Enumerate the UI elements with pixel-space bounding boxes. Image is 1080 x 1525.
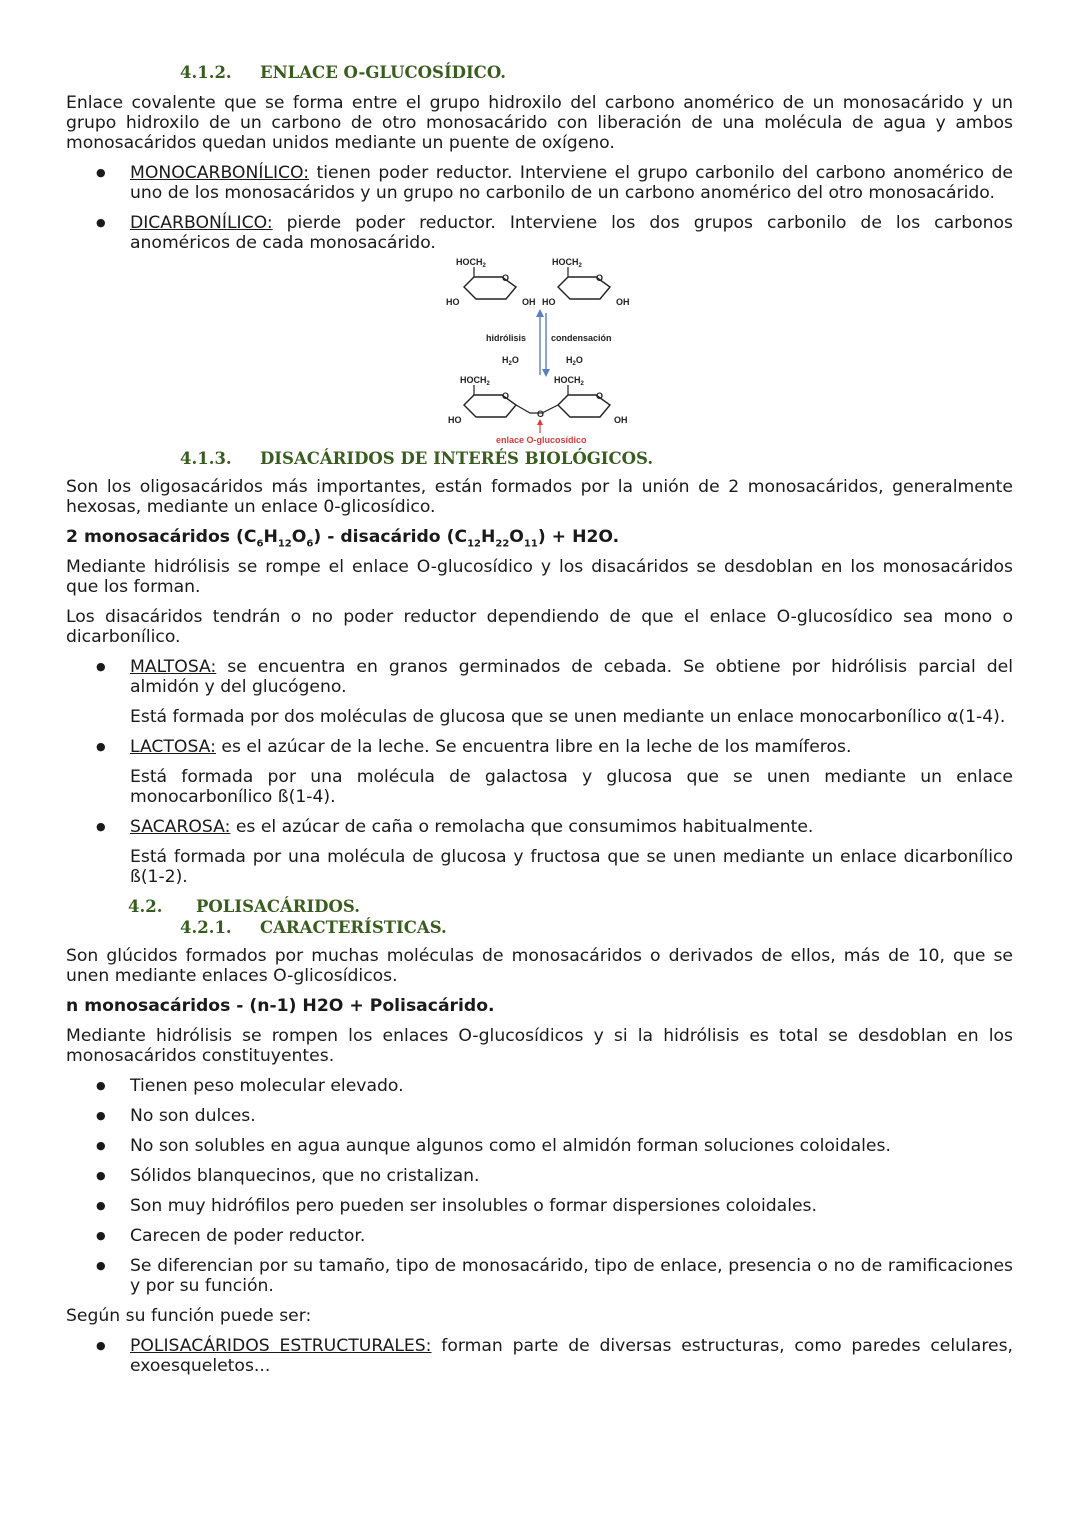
item-text: es el azúcar de la leche. Se encuentra libre en la leche de los mamíferos. (215, 737, 852, 757)
document-page (66, 62, 1013, 1376)
label-ho: HO (448, 415, 462, 425)
paragraph-hidrolisis: Mediante hidrólisis se rompe el enlace O-glucosídico y los disacáridos se desdoblan en los monosacáridos que los forman. (66, 557, 1013, 597)
label-h2o: $H_2O$ (566, 355, 583, 367)
bullet-list-enlaces (66, 163, 1013, 253)
label-hoch2: $HOCH_2$ (552, 257, 582, 269)
list-item-estructurales (66, 1336, 1013, 1376)
bullet-list-disacaridos (66, 657, 1013, 697)
label-hoch2: $HOCH_2$ (456, 257, 486, 269)
label-oh: OH (616, 297, 630, 307)
item-text: pierde poder reductor. Interviene los dos grupos carbonilo de los carbonos anoméricos de cada monosacárido. (130, 213, 1013, 253)
formula-disacarido: 2 monosacáridos $(C_6H_{12}O_6)$ - disacárido $(C_{12}H_{22}O_{11}) + H2O$. (66, 527, 620, 550)
label-hoch2: $HOCH_2$ (460, 375, 490, 387)
list-item: ● Son muy hidrófilos pero pueden ser insolubles o formar dispersiones coloidales. (66, 1196, 1013, 1216)
list-item: ● No son solubles en agua aunque algunos como el almidón forman soluciones coloidales. (66, 1136, 1013, 1156)
paragraph-funcion: Según su función puede ser: (66, 1306, 312, 1326)
bullet-list-disacaridos (66, 737, 1013, 757)
paragraph-intro: Enlace covalente que se forma entre el grupo hidroxilo del carbono anomérico de un monosacárido y un grupo hidroxilo de un carbono de otro monosacárido con liberación de una molécula de agua y ambos monosacáridos quedan unidos mediante un puente de oxígeno. (66, 93, 1013, 153)
label-ho: HO (542, 297, 556, 307)
list-item (66, 163, 1013, 203)
list-item: ● No son dulces. (66, 1106, 1013, 1126)
section-title: DISACÁRIDOS DE INTERÉS BIOLÓGICOS. (260, 449, 654, 468)
disaccharide-diagram (444, 255, 644, 445)
glycosidic-bond-figure (66, 255, 1013, 445)
item-text: forman parte de diversas estructuras, como paredes celulares, exoesqueletos... (130, 1336, 1014, 1376)
list-item: ● Carecen de poder reductor. (66, 1226, 1013, 1246)
section-number: 4.2. (128, 897, 163, 916)
section-number: 4.1.3. (180, 449, 232, 468)
heading-4-2-1 (66, 917, 1013, 938)
label-hoch2: $HOCH_2$ (554, 375, 584, 387)
section-title: POLISACÁRIDOS. (196, 897, 360, 916)
label-h2o: $H_2O$ (502, 355, 519, 367)
ring-oxygen: O (596, 391, 604, 401)
list-item-maltosa (66, 657, 1013, 697)
heading-4-1-2 (66, 62, 1013, 83)
label-condensacion: condensación (551, 333, 612, 343)
list-item (66, 213, 1013, 253)
formula-polisacarido: n monosacáridos - (n-1) H2O + Polisacárido. (66, 996, 495, 1016)
term: LACTOSA: (130, 737, 216, 757)
section-title: ENLACE O-GLUCOSÍDICO. (260, 63, 506, 82)
section-number: 4.1.2. (180, 63, 232, 82)
list-item-sacarosa (66, 817, 1013, 837)
bullet-list-funcion (66, 1336, 1013, 1376)
term: MALTOSA: (130, 657, 217, 677)
bullet-list-disacaridos (66, 817, 1013, 837)
list-item: ● Tienen peso molecular elevado. (66, 1076, 1013, 1096)
item-text: tienen poder reductor. Interviene el grupo carbonilo del carbono anomérico de uno de los monosacáridos y un grupo no carbonilo de un carbono anomérico del otro monosacárido. (130, 163, 1013, 203)
section-title: CARACTERÍSTICAS. (260, 918, 447, 937)
paragraph-polisacaridos: Son glúcidos formados por muchas moléculas de monosacáridos o derivados de ellos, más de 10, que se unen mediante enlaces O-glicosídicos. (66, 946, 1013, 986)
list-item: ● Se diferencian por su tamaño, tipo de monosacárido, tipo de enlace, presencia o no de ramificaciones y por su función. (66, 1256, 1013, 1296)
label-oh: OH (522, 297, 536, 307)
ring-oxygen: O (502, 273, 510, 283)
item-text: se encuentra en granos germinados de cebada. Se obtiene por hidrólisis parcial del almidón y del glucógeno. (130, 657, 1013, 697)
bridge-oxygen-label: O (537, 409, 545, 419)
heading-4-1-3 (66, 448, 1013, 469)
term: POLISACÁRIDOS ESTRUCTURALES: (130, 1336, 432, 1356)
detail-maltosa: Está formada por dos moléculas de glucosa que se unen mediante un enlace monocarbonílico α(1-4). (130, 707, 1006, 727)
detail-sacarosa: Está formada por una molécula de glucosa y fructosa que se unen mediante un enlace dicarbonílico ß(1-2). (130, 847, 1013, 887)
ring-oxygen: O (596, 273, 604, 283)
heading-4-2 (66, 896, 1013, 917)
term: SACAROSA: (130, 817, 231, 837)
term: DICARBONÍLICO: (130, 213, 273, 233)
paragraph-disacaridos: Son los oligosacáridos más importantes, están formados por la unión de 2 monosacáridos, generalmente hexosas, mediante un enlace 0-glicosídico. (66, 477, 1013, 517)
term: MONOCARBONÍLICO: (130, 163, 310, 183)
label-hidrolisis: hidrólisis (486, 333, 527, 343)
ring-oxygen: O (502, 391, 510, 401)
label-ho: HO (446, 297, 460, 307)
label-oh: OH (614, 415, 628, 425)
detail-lactosa: Está formada por una molécula de galactosa y glucosa que se unen mediante un enlace monocarbonílico ß(1-4). (130, 767, 1013, 807)
bullet-list-caracteristicas (66, 1076, 1013, 1296)
item-text: es el azúcar de caña o remolacha que consumimos habitualmente. (230, 817, 814, 837)
label-enlace: enlace O-glucosídico (496, 435, 587, 445)
section-number: 4.2.1. (180, 918, 232, 937)
paragraph-hidrolisis-total: Mediante hidrólisis se rompen los enlaces O-glucosídicos y si la hidrólisis es total se desdoblan en los monosacáridos constituyentes. (66, 1026, 1013, 1066)
list-item: ● Sólidos blanquecinos, que no cristalizan. (66, 1166, 1013, 1186)
paragraph-reductor: Los disacáridos tendrán o no poder reductor dependiendo de que el enlace O-glucosídico sea mono o dicarbonílico. (66, 607, 1013, 647)
list-item-lactosa (66, 737, 1013, 757)
